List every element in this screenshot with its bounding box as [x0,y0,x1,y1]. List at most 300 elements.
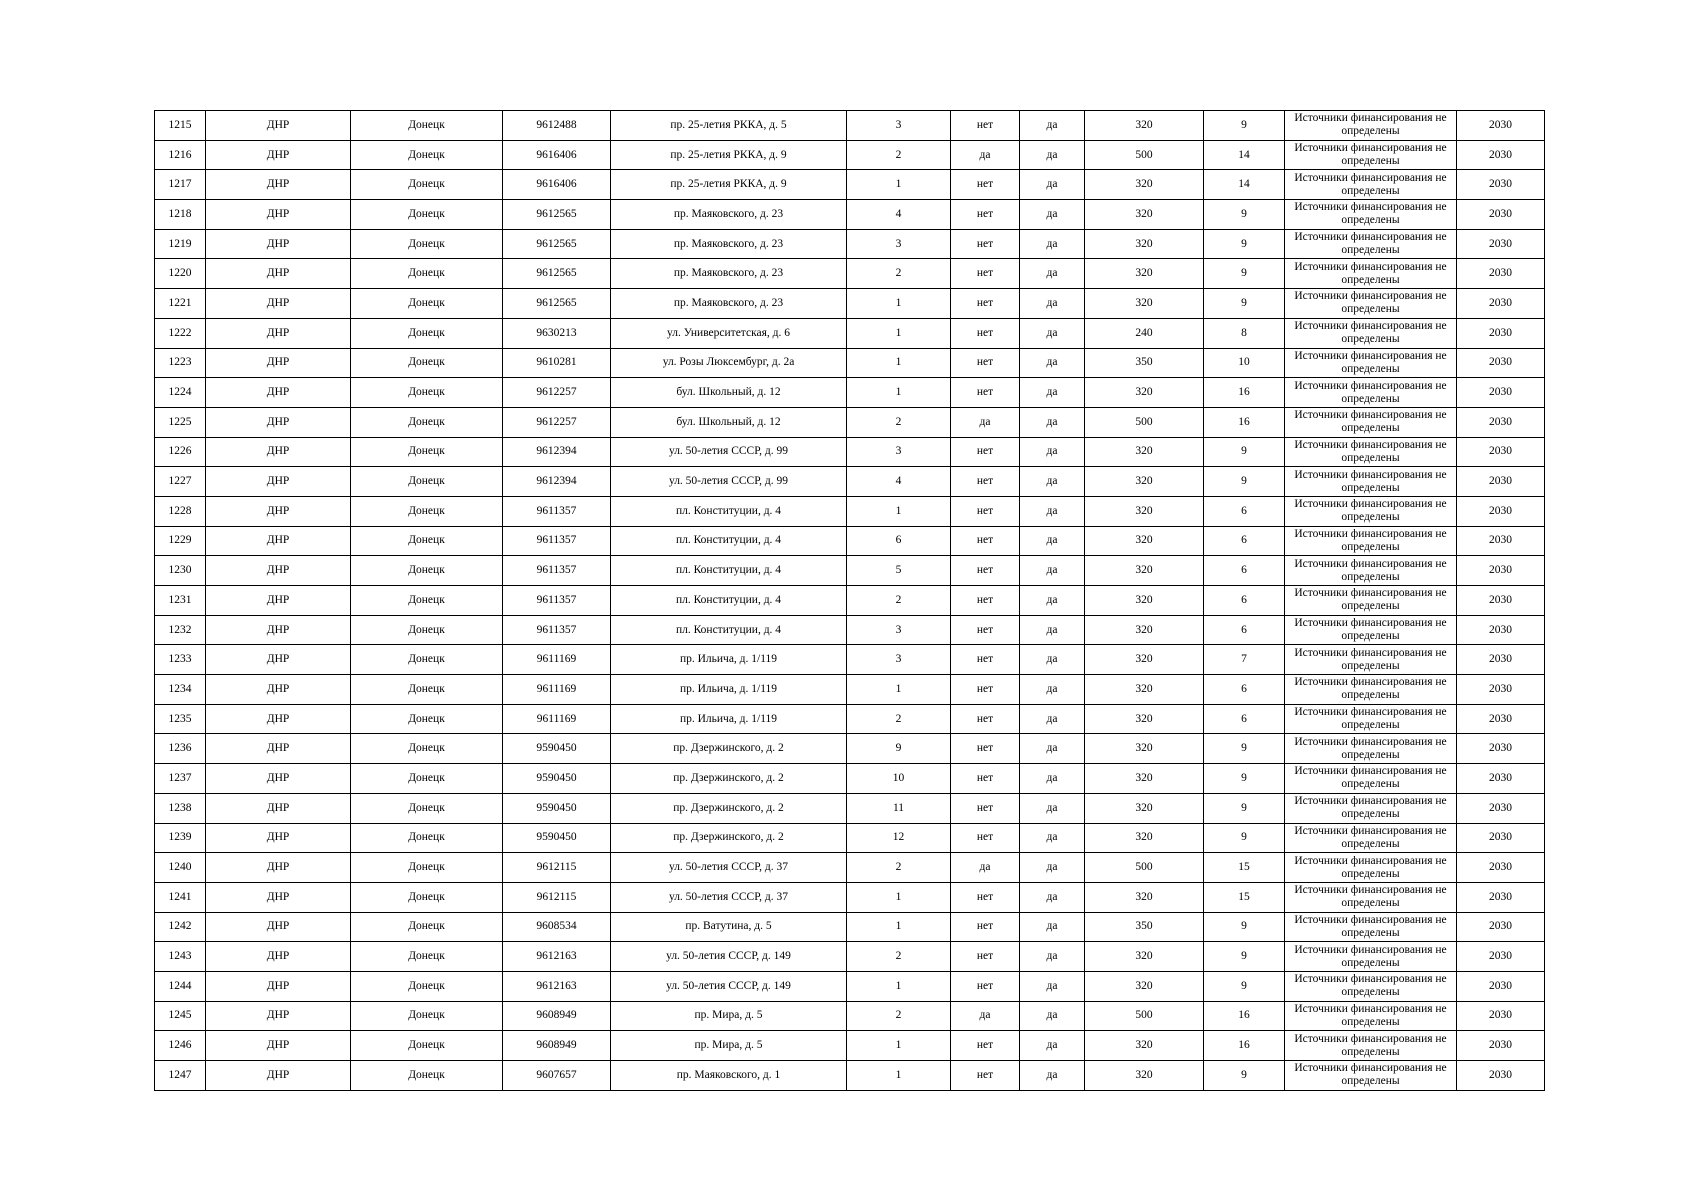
cell-region: ДНР [206,1031,351,1061]
cell-city: Донецк [351,882,503,912]
cell-region: ДНР [206,1001,351,1031]
cell-row-number: 1232 [155,615,206,645]
cell-city: Донецк [351,407,503,437]
cell-capacity: 320 [1085,467,1204,497]
cell-region: ДНР [206,734,351,764]
table-row [155,348,1545,378]
table-row [155,378,1545,408]
cell-funding-note: Источники финансирования не определены [1285,942,1457,972]
cell-entrance: 1 [847,170,951,200]
cell-capacity: 320 [1085,1031,1204,1061]
cell-address: пл. Конституции, д. 4 [611,526,847,556]
cell-flag-a: нет [951,467,1020,497]
cell-year: 2030 [1457,318,1545,348]
cell-entrance: 4 [847,200,951,230]
cell-funding-note: Источники финансирования не определены [1285,853,1457,883]
cell-year: 2030 [1457,942,1545,972]
cell-entrance: 3 [847,645,951,675]
cell-entrance: 1 [847,1061,951,1091]
cell-object-id: 9612394 [503,467,611,497]
cell-flag-b: да [1020,853,1085,883]
table-row [155,675,1545,705]
cell-row-number: 1222 [155,318,206,348]
cell-capacity: 350 [1085,348,1204,378]
cell-flag-b: да [1020,704,1085,734]
cell-floors: 16 [1204,378,1285,408]
cell-year: 2030 [1457,378,1545,408]
cell-object-id: 9616406 [503,170,611,200]
cell-entrance: 11 [847,793,951,823]
cell-floors: 6 [1204,675,1285,705]
cell-address: пр. Дзержинского, д. 2 [611,734,847,764]
cell-year: 2030 [1457,853,1545,883]
cell-funding-note: Источники финансирования не определены [1285,289,1457,319]
cell-region: ДНР [206,229,351,259]
cell-year: 2030 [1457,556,1545,586]
cell-year: 2030 [1457,1001,1545,1031]
cell-flag-a: нет [951,437,1020,467]
cell-region: ДНР [206,556,351,586]
cell-flag-a: нет [951,912,1020,942]
cell-flag-a: нет [951,526,1020,556]
cell-row-number: 1216 [155,140,206,170]
cell-object-id: 9611357 [503,496,611,526]
cell-funding-note: Источники финансирования не определены [1285,615,1457,645]
cell-year: 2030 [1457,200,1545,230]
cell-row-number: 1233 [155,645,206,675]
cell-capacity: 320 [1085,437,1204,467]
cell-object-id: 9612565 [503,229,611,259]
cell-row-number: 1241 [155,882,206,912]
cell-year: 2030 [1457,289,1545,319]
cell-floors: 15 [1204,853,1285,883]
cell-flag-a: нет [951,111,1020,141]
cell-flag-a: нет [951,942,1020,972]
cell-flag-b: да [1020,348,1085,378]
cell-row-number: 1238 [155,793,206,823]
cell-region: ДНР [206,942,351,972]
table-row [155,140,1545,170]
cell-flag-b: да [1020,289,1085,319]
cell-region: ДНР [206,348,351,378]
cell-object-id: 9611169 [503,675,611,705]
cell-capacity: 320 [1085,942,1204,972]
cell-flag-b: да [1020,111,1085,141]
cell-object-id: 9590450 [503,764,611,794]
cell-year: 2030 [1457,586,1545,616]
cell-capacity: 320 [1085,764,1204,794]
cell-funding-note: Источники финансирования не определены [1285,526,1457,556]
cell-capacity: 320 [1085,200,1204,230]
cell-floors: 14 [1204,140,1285,170]
cell-row-number: 1220 [155,259,206,289]
cell-capacity: 320 [1085,793,1204,823]
cell-region: ДНР [206,823,351,853]
cell-entrance: 2 [847,853,951,883]
cell-floors: 16 [1204,1031,1285,1061]
cell-object-id: 9612394 [503,437,611,467]
cell-floors: 9 [1204,111,1285,141]
cell-flag-a: нет [951,378,1020,408]
cell-entrance: 10 [847,764,951,794]
cell-capacity: 320 [1085,882,1204,912]
cell-address: пр. Маяковского, д. 23 [611,229,847,259]
cell-funding-note: Источники финансирования не определены [1285,734,1457,764]
cell-entrance: 1 [847,318,951,348]
cell-flag-a: нет [951,229,1020,259]
cell-row-number: 1224 [155,378,206,408]
cell-flag-b: да [1020,140,1085,170]
cell-row-number: 1247 [155,1061,206,1091]
cell-flag-b: да [1020,1001,1085,1031]
cell-object-id: 9611357 [503,556,611,586]
cell-entrance: 2 [847,259,951,289]
cell-capacity: 500 [1085,853,1204,883]
cell-year: 2030 [1457,823,1545,853]
table-row [155,526,1545,556]
cell-address: пр. 25-летия РККА, д. 9 [611,170,847,200]
cell-entrance: 1 [847,378,951,408]
cell-region: ДНР [206,259,351,289]
cell-funding-note: Источники финансирования не определены [1285,586,1457,616]
table-row [155,111,1545,141]
cell-floors: 9 [1204,793,1285,823]
cell-floors: 8 [1204,318,1285,348]
table-row [155,556,1545,586]
cell-year: 2030 [1457,111,1545,141]
cell-capacity: 320 [1085,556,1204,586]
table-row [155,318,1545,348]
cell-row-number: 1234 [155,675,206,705]
cell-flag-a: нет [951,615,1020,645]
cell-capacity: 500 [1085,140,1204,170]
cell-flag-b: да [1020,645,1085,675]
cell-capacity: 320 [1085,615,1204,645]
cell-flag-b: да [1020,764,1085,794]
cell-flag-a: нет [951,289,1020,319]
table-row [155,200,1545,230]
cell-city: Донецк [351,348,503,378]
cell-address: пр. Ильича, д. 1/119 [611,645,847,675]
cell-capacity: 320 [1085,526,1204,556]
cell-flag-b: да [1020,378,1085,408]
cell-city: Донецк [351,942,503,972]
cell-region: ДНР [206,140,351,170]
cell-year: 2030 [1457,734,1545,764]
cell-funding-note: Источники финансирования не определены [1285,229,1457,259]
cell-capacity: 320 [1085,170,1204,200]
cell-address: ул. 50-летия СССР, д. 149 [611,942,847,972]
cell-object-id: 9611169 [503,704,611,734]
cell-floors: 9 [1204,823,1285,853]
cell-address: пр. Маяковского, д. 23 [611,289,847,319]
cell-object-id: 9616406 [503,140,611,170]
cell-city: Донецк [351,1061,503,1091]
cell-object-id: 9590450 [503,823,611,853]
cell-year: 2030 [1457,467,1545,497]
cell-flag-a: нет [951,200,1020,230]
cell-row-number: 1239 [155,823,206,853]
cell-floors: 9 [1204,229,1285,259]
cell-region: ДНР [206,971,351,1001]
cell-flag-b: да [1020,734,1085,764]
cell-region: ДНР [206,378,351,408]
cell-capacity: 320 [1085,645,1204,675]
cell-object-id: 9608949 [503,1031,611,1061]
cell-flag-b: да [1020,229,1085,259]
cell-address: пр. Мира, д. 5 [611,1031,847,1061]
cell-entrance: 1 [847,1031,951,1061]
cell-flag-b: да [1020,170,1085,200]
cell-row-number: 1242 [155,912,206,942]
cell-funding-note: Источники финансирования не определены [1285,407,1457,437]
cell-address: ул. 50-летия СССР, д. 149 [611,971,847,1001]
cell-region: ДНР [206,793,351,823]
cell-city: Донецк [351,259,503,289]
cell-row-number: 1244 [155,971,206,1001]
cell-floors: 9 [1204,912,1285,942]
cell-region: ДНР [206,467,351,497]
table-row [155,467,1545,497]
cell-city: Донецк [351,526,503,556]
cell-object-id: 9612163 [503,971,611,1001]
cell-address: ул. Розы Люксембург, д. 2а [611,348,847,378]
cell-object-id: 9612257 [503,378,611,408]
cell-floors: 16 [1204,407,1285,437]
cell-address: пр. Маяковского, д. 23 [611,259,847,289]
cell-entrance: 3 [847,437,951,467]
cell-region: ДНР [206,586,351,616]
table-row [155,437,1545,467]
cell-row-number: 1237 [155,764,206,794]
cell-region: ДНР [206,1061,351,1091]
cell-entrance: 1 [847,496,951,526]
cell-funding-note: Источники финансирования не определены [1285,496,1457,526]
cell-city: Донецк [351,971,503,1001]
cell-flag-a: нет [951,704,1020,734]
cell-year: 2030 [1457,140,1545,170]
cell-row-number: 1236 [155,734,206,764]
cell-year: 2030 [1457,229,1545,259]
table-row [155,289,1545,319]
table-row [155,170,1545,200]
cell-funding-note: Источники финансирования не определены [1285,259,1457,289]
cell-funding-note: Источники финансирования не определены [1285,675,1457,705]
cell-entrance: 1 [847,971,951,1001]
cell-object-id: 9612565 [503,289,611,319]
cell-floors: 15 [1204,882,1285,912]
table-row [155,882,1545,912]
cell-year: 2030 [1457,675,1545,705]
cell-city: Донецк [351,734,503,764]
cell-floors: 9 [1204,971,1285,1001]
cell-row-number: 1229 [155,526,206,556]
cell-flag-a: да [951,407,1020,437]
cell-row-number: 1231 [155,586,206,616]
cell-funding-note: Источники финансирования не определены [1285,1061,1457,1091]
cell-flag-b: да [1020,1061,1085,1091]
cell-year: 2030 [1457,407,1545,437]
cell-flag-b: да [1020,318,1085,348]
cell-capacity: 350 [1085,912,1204,942]
cell-city: Донецк [351,1001,503,1031]
cell-address: пл. Конституции, д. 4 [611,615,847,645]
cell-object-id: 9612163 [503,942,611,972]
cell-region: ДНР [206,170,351,200]
cell-entrance: 3 [847,111,951,141]
cell-city: Донецк [351,170,503,200]
cell-funding-note: Источники финансирования не определены [1285,200,1457,230]
cell-region: ДНР [206,111,351,141]
table-row [155,229,1545,259]
cell-region: ДНР [206,407,351,437]
cell-object-id: 9612115 [503,882,611,912]
cell-flag-b: да [1020,971,1085,1001]
cell-floors: 10 [1204,348,1285,378]
cell-object-id: 9612257 [503,407,611,437]
cell-region: ДНР [206,853,351,883]
cell-floors: 9 [1204,1061,1285,1091]
cell-region: ДНР [206,645,351,675]
cell-object-id: 9607657 [503,1061,611,1091]
cell-capacity: 320 [1085,1061,1204,1091]
cell-floors: 6 [1204,586,1285,616]
data-table [154,110,1545,1091]
cell-floors: 9 [1204,289,1285,319]
cell-floors: 6 [1204,615,1285,645]
cell-flag-a: нет [951,882,1020,912]
cell-city: Донецк [351,289,503,319]
cell-capacity: 320 [1085,704,1204,734]
cell-region: ДНР [206,437,351,467]
cell-row-number: 1217 [155,170,206,200]
cell-object-id: 9612565 [503,200,611,230]
cell-city: Донецк [351,793,503,823]
cell-year: 2030 [1457,1031,1545,1061]
cell-flag-a: нет [951,1031,1020,1061]
cell-entrance: 9 [847,734,951,764]
cell-object-id: 9590450 [503,734,611,764]
cell-region: ДНР [206,764,351,794]
cell-year: 2030 [1457,348,1545,378]
cell-floors: 9 [1204,734,1285,764]
cell-year: 2030 [1457,437,1545,467]
cell-flag-a: нет [951,793,1020,823]
cell-entrance: 3 [847,229,951,259]
table-row [155,704,1545,734]
cell-city: Донецк [351,764,503,794]
cell-address: ул. 50-летия СССР, д. 37 [611,853,847,883]
cell-floors: 6 [1204,556,1285,586]
cell-flag-b: да [1020,407,1085,437]
cell-flag-b: да [1020,675,1085,705]
cell-row-number: 1227 [155,467,206,497]
cell-capacity: 320 [1085,734,1204,764]
cell-address: пл. Конституции, д. 4 [611,586,847,616]
cell-funding-note: Источники финансирования не определены [1285,140,1457,170]
cell-address: бул. Школьный, д. 12 [611,378,847,408]
cell-entrance: 5 [847,556,951,586]
cell-object-id: 9612488 [503,111,611,141]
cell-entrance: 2 [847,942,951,972]
table-row [155,1001,1545,1031]
table-row [155,259,1545,289]
table-row [155,971,1545,1001]
cell-flag-b: да [1020,556,1085,586]
cell-entrance: 2 [847,586,951,616]
cell-flag-b: да [1020,882,1085,912]
cell-year: 2030 [1457,1061,1545,1091]
cell-region: ДНР [206,200,351,230]
cell-address: пр. Ильича, д. 1/119 [611,704,847,734]
cell-flag-b: да [1020,467,1085,497]
cell-object-id: 9611169 [503,645,611,675]
cell-flag-b: да [1020,526,1085,556]
cell-city: Донецк [351,378,503,408]
cell-funding-note: Источники финансирования не определены [1285,793,1457,823]
cell-floors: 9 [1204,259,1285,289]
cell-funding-note: Источники финансирования не определены [1285,704,1457,734]
cell-year: 2030 [1457,170,1545,200]
cell-entrance: 2 [847,704,951,734]
cell-flag-b: да [1020,586,1085,616]
table-row [155,734,1545,764]
cell-funding-note: Источники финансирования не определены [1285,348,1457,378]
cell-row-number: 1243 [155,942,206,972]
cell-address: ул. Университетская, д. 6 [611,318,847,348]
cell-flag-a: нет [951,764,1020,794]
cell-year: 2030 [1457,764,1545,794]
cell-entrance: 3 [847,615,951,645]
cell-address: пр. Дзержинского, д. 2 [611,793,847,823]
cell-funding-note: Источники финансирования не определены [1285,764,1457,794]
cell-address: ул. 50-летия СССР, д. 37 [611,882,847,912]
cell-flag-b: да [1020,793,1085,823]
cell-year: 2030 [1457,496,1545,526]
cell-funding-note: Источники финансирования не определены [1285,1031,1457,1061]
cell-address: пр. Дзержинского, д. 2 [611,764,847,794]
cell-entrance: 1 [847,675,951,705]
cell-year: 2030 [1457,259,1545,289]
cell-city: Донецк [351,556,503,586]
table-row [155,496,1545,526]
cell-flag-a: нет [951,645,1020,675]
cell-city: Донецк [351,229,503,259]
cell-region: ДНР [206,704,351,734]
cell-row-number: 1228 [155,496,206,526]
cell-entrance: 1 [847,289,951,319]
cell-floors: 9 [1204,942,1285,972]
cell-row-number: 1221 [155,289,206,319]
cell-floors: 6 [1204,704,1285,734]
cell-capacity: 240 [1085,318,1204,348]
table-row [155,1061,1545,1091]
table-body [155,111,1545,1091]
cell-entrance: 12 [847,823,951,853]
cell-entrance: 1 [847,348,951,378]
cell-region: ДНР [206,912,351,942]
cell-region: ДНР [206,526,351,556]
cell-address: пл. Конституции, д. 4 [611,556,847,586]
cell-address: пл. Конституции, д. 4 [611,496,847,526]
cell-city: Донецк [351,853,503,883]
cell-capacity: 320 [1085,675,1204,705]
cell-city: Донецк [351,111,503,141]
cell-floors: 6 [1204,526,1285,556]
cell-year: 2030 [1457,882,1545,912]
cell-city: Донецк [351,200,503,230]
cell-object-id: 9611357 [503,526,611,556]
